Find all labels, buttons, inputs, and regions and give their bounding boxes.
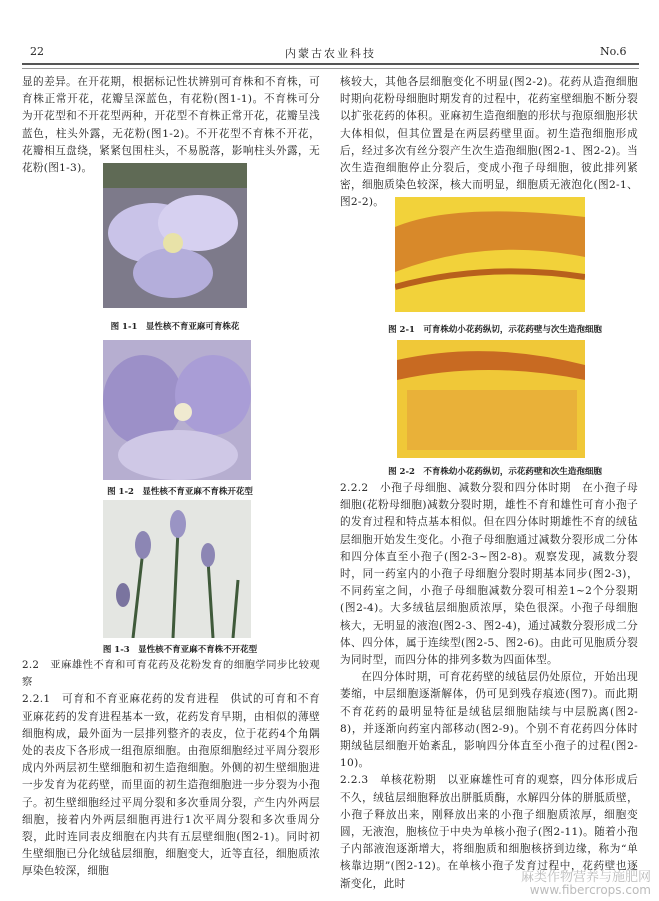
paragraph: 核较大，其他各层细胞变化不明显(图2-2)。花药从造孢细胞时期向花粉母细胞时期发育的过程中，花药室壁细胞不断分裂以扩张花药的体积。亚麻初生造孢细胞的形状与孢原细胞形状大体相似，但其位置是在两层药壁里面。初生造孢细胞形成后，经过多次有丝分裂产生次生造孢细胞(图2-1、图2-2)。当次生造孢细胞停止分裂后，变成小孢子母细胞，彼此排列紧密，细胞质染色较深，核大而明显，细胞质无液泡化(图2-1、图2-2)。	[340, 76, 638, 209]
figure-1-1-fertile-flower	[103, 163, 247, 308]
figure-1-2-sterile-open-flower	[103, 340, 251, 480]
section-heading: 2.2 亚麻雄性不育和可育花药及花粉发育的细胞学同步比较观察	[22, 659, 320, 689]
right-section-2-2-2	[340, 480, 638, 893]
paragraph: 2.2.1 可育和不育亚麻花药的发育进程 供试的可育和不育亚麻花药的发育进程基本一致，花药发育早期，由相似的薄壁细胞构成，最外面为一层排列整齐的表皮，位于花药4个角隅处的表皮下各形成一组孢原细胞。由孢原细胞经过平周分裂形成内外两层初生壁细胞和初生造孢细胞。外侧的初生壁细胞进一步发育为花药壁，而里面的初生造孢细胞进一步分裂为小孢子。初生壁细胞经过平周分裂和多次垂周分裂，产生内外两层细胞，接着内外两层细胞再进行1次平周分裂和多次垂周分裂，此时连同表皮细胞在内共有五层壁细胞(图2-1)。同时初生壁细胞已分化绒毡层细胞，细胞变大，近等直径，细胞质浓厚染色较深，细胞	[22, 693, 320, 878]
figure-caption: 图 1-3 显性核不育亚麻不育株不开花型	[102, 645, 258, 655]
left-intro	[22, 74, 320, 177]
right-intro	[340, 74, 638, 212]
figure-caption: 图 1-1 显性核不育亚麻可育株花	[110, 322, 240, 332]
figure-2-2-sterile-anther-section	[397, 340, 585, 458]
left-section-2-2	[22, 657, 320, 881]
paragraph: 在四分体时期，可育花药壁的绒毡层仍处原位，开始出现萎缩，中层细胞逐渐解体，仍可见到残存痕迹(图7)。而此期不育花药的最明显特征是绒毡层细胞陆续与中层脱离(图2-8)，并逐渐向药室内部移动(图2-9)。个别不育花药四分体时期绒毡层细胞开始紊乱，影响四分体直至小孢子的过程(图2-10)。	[340, 671, 638, 770]
paragraph: 2.2.3 单核花粉期 以亚麻雄性可育的观察，四分体形成后不久，绒毡层细胞释放出胼胝质酶，水解四分体的胼胝质壁，小孢子释放出来，刚释放出来的小孢子细胞质浓厚，细胞变圆，无液泡，胞核位于中央为单核小孢子(图2-11)。随着小孢子内部液泡逐渐增大，将细胞质和细胞核挤到边缘，称为“单核靠边期”(图2-12)。在单核小孢子发育过程中，花药壁也逐渐变化，此时	[340, 774, 638, 890]
issue-number: No.6	[600, 45, 627, 58]
watermark-url: www.fibercrops.com	[529, 883, 651, 897]
figure-2-1-fertile-anther-section	[395, 197, 585, 312]
journal-title: 内蒙古农业科技	[285, 47, 376, 60]
watermark-text: 麻类作物营养与施肥网	[520, 870, 651, 885]
figure-caption: 图 2-2 不育株幼小花药纵切，示花药壁和次生造孢细胞	[388, 467, 602, 477]
figure-caption: 图 1-2 显性核不育亚麻不育株开花型	[107, 487, 253, 497]
figure-caption: 图 2-1 可育株幼小花药纵切，示花药壁与次生造孢细胞	[388, 325, 602, 335]
header-rule	[22, 63, 639, 69]
paragraph: 2.2.2 小孢子母细胞、减数分裂和四分体时期 在小孢子母细胞(花粉母细胞)减数分裂时期，雄性不育和雄性可育小孢子的发育过程和特点基本相似。但在四分体时期雄性不育的绒毡层细胞开始发生变化。小孢子母细胞通过减数分裂形成二分体和四分体直至小孢子(图2-3~图2-8)。观察发现，减数分裂时，同一药室内的小孢子母细胞分裂时期基本同步(图2-3)，不同药室之间，小孢子母细胞减数分裂可相差1~2个分裂期(图2-4)。大多绒毡层细胞质浓厚，染色很深。小孢子母细胞核大，无明显的液泡(图2-3、图2-4)，通过减数分裂形成二分体、四分体，属于连续型(图2-5、图2-6)。由此可见胞质分裂为同时型，而四分体的排列多数为四面体型。	[340, 482, 638, 667]
figure-1-3-sterile-closed-flower	[103, 500, 251, 638]
page-number: 22	[30, 45, 44, 58]
paragraph: 显的差异。在开花期，根据标记性状辨别可育株和不育株，可育株正常开花，花瓣呈深蓝色，有花粉(图1-1)。不育株可分为开花型和不开花型两种，开花型不育株正常开花，花瓣呈浅蓝色，柱头外露，无花粉(图1-2)。不开花型不育株不开花，花瓣相互盘绕，紧紧包围柱头，不易脱落，影响柱头外露，无花粉(图1-3)。	[22, 76, 320, 175]
